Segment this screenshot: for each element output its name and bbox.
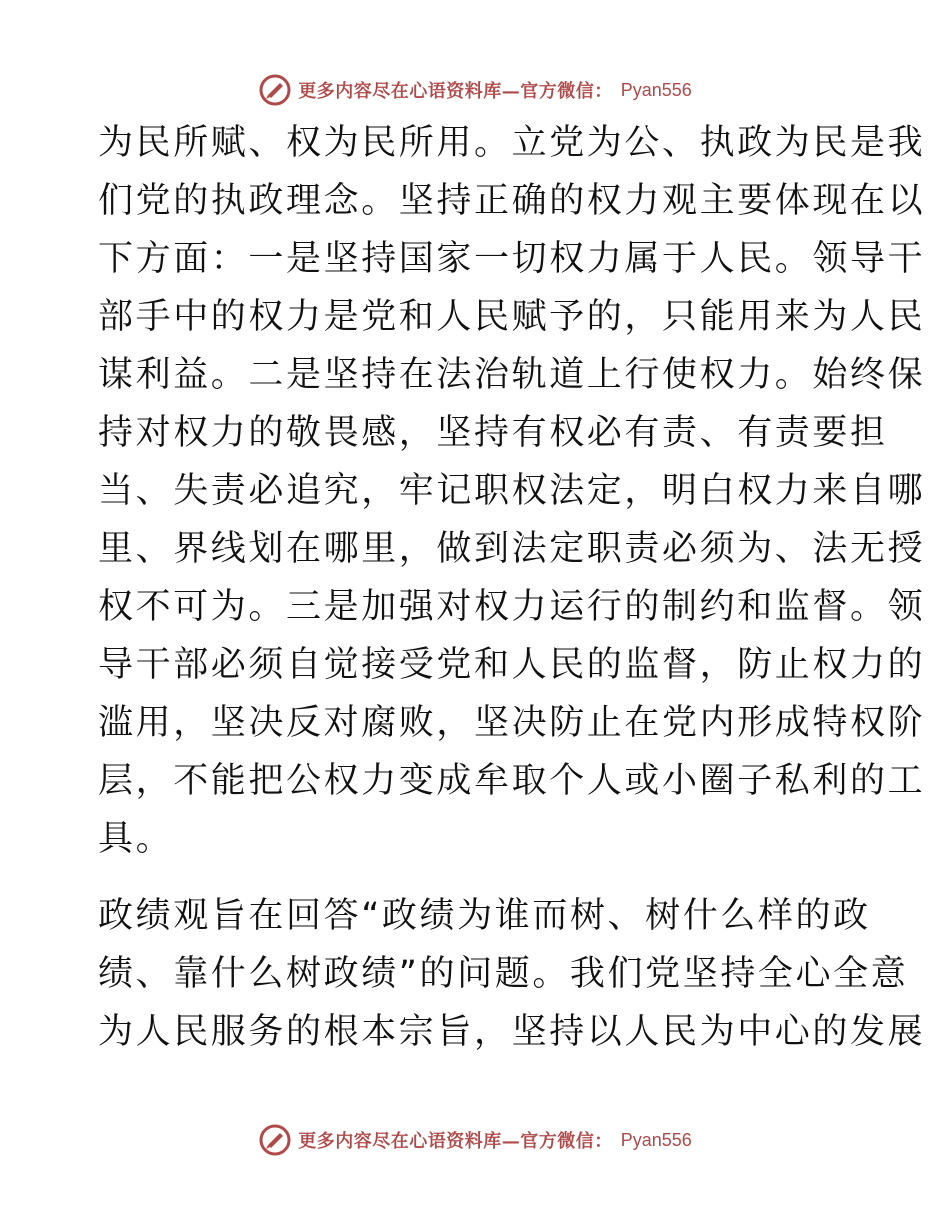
paragraph-1-line: 权不可为。三是加强对权力运行的制约和监督。领: [98, 587, 926, 627]
banner-text: 更多内容尽在心语资料库—官方微信：: [298, 81, 613, 102]
logo-icon: [258, 1123, 292, 1157]
paragraph-2-line: 绩、靠什么树政绩”的问题。我们党坚持全心全意: [98, 954, 909, 994]
paragraph-1-line: 层，不能把公权力变成牟取个人或小圈子私利的工: [98, 761, 926, 801]
paragraph-2-line: 为人民服务的根本宗旨，坚持以人民为中心的发展: [98, 1012, 926, 1052]
banner-text: 更多内容尽在心语资料库—官方微信：: [298, 1131, 613, 1152]
paragraph-1-line: 下方面：一是坚持国家一切权力属于人民。领导干: [98, 239, 926, 279]
logo-icon: [258, 73, 292, 107]
paragraph-1-line: 部手中的权力是党和人民赋予的，只能用来为人民: [98, 297, 926, 337]
footer-banner: [0, 1120, 950, 1160]
paragraph-1-line: 们党的执政理念。坚持正确的权力观主要体现在以: [98, 181, 926, 221]
banner-wechat-id: Pyan556: [620, 79, 692, 100]
paragraph-1-line: 谋利益。二是坚持在法治轨道上行使权力。始终保: [98, 355, 926, 395]
paragraph-1-line: 持对权力的敬畏感，坚持有权必有责、有责要担: [98, 413, 888, 453]
header-banner: [0, 70, 950, 110]
paragraph-1-line: 里、界线划在哪里，做到法定职责必须为、法无授: [98, 529, 926, 569]
paragraph-1-line: 具。: [98, 819, 174, 859]
paragraph-1-line: 滥用，坚决反对腐败，坚决防止在党内形成特权阶: [98, 703, 926, 743]
paragraph-1-line: 为民所赋、权为民所用。立党为公、执政为民是我: [98, 123, 926, 163]
banner-wechat-id: Pyan556: [620, 1129, 692, 1150]
paragraph-1-line: 导干部必须自觉接受党和人民的监督，防止权力的: [98, 645, 926, 685]
paragraph-2-line: 政绩观旨在回答“政绩为谁而树、树什么样的政: [98, 896, 871, 936]
paragraph-1-line: 当、失责必追究，牢记职权法定，明白权力来自哪: [98, 471, 926, 511]
